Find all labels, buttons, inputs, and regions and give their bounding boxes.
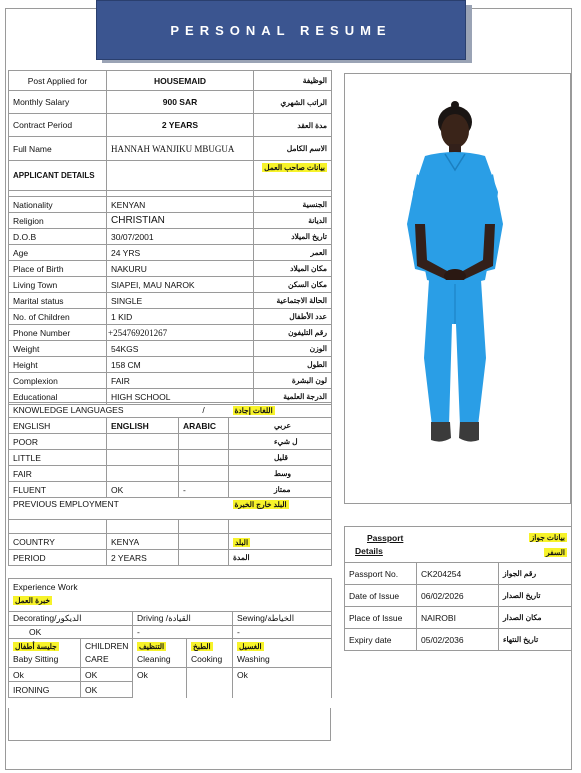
value-issue-place: NAIROBI: [417, 607, 499, 629]
label-birthplace: Place of Birth: [9, 261, 107, 277]
table-row: [345, 585, 572, 607]
passport-heading: Passport: [367, 532, 404, 543]
languages-heading-ar: اللغات إجادة: [234, 406, 273, 415]
lang-english-val: [107, 434, 179, 450]
value-complexion: FAIR: [107, 373, 254, 389]
label-children-ar: عدد الأطفال: [254, 309, 332, 325]
table-row: [9, 639, 332, 668]
lang-arabic-val: [179, 434, 229, 450]
label-passport-no: Passport No.: [345, 563, 417, 585]
value-fullname: HANNAH WANJIKU MBUGUA: [107, 137, 254, 161]
label-complexion-ar: لون البشرة: [254, 373, 332, 389]
value-living-town: SIAPEI, MAU NAROK: [107, 277, 254, 293]
applicant-details-heading-ar: بيانات صاحب العمل: [264, 163, 325, 172]
blank-area: [8, 708, 331, 741]
value-religion: CHRISTIAN: [107, 213, 254, 229]
table-row: [9, 213, 332, 229]
skill-washing: Washing: [237, 654, 270, 664]
label-period-ar: المدة: [229, 550, 332, 566]
label-phone: Phone Number: [9, 325, 107, 341]
previous-employment-heading: PREVIOUS EMPLOYMENT: [9, 498, 229, 520]
value-weight: 54KGS: [107, 341, 254, 357]
skill-washing-ar: الغسيل: [239, 642, 262, 651]
label-nationality-ar: الجنسية: [254, 197, 332, 213]
page-title: PERSONAL RESUME: [170, 22, 392, 38]
label-country-ar: البلد: [235, 537, 249, 547]
table-row: [9, 229, 332, 245]
table-row: [9, 161, 332, 191]
passport-heading-ar-2: السفر: [546, 547, 565, 557]
label-phone-ar: رقم التليفون: [254, 325, 332, 341]
label-living-town: Living Town: [9, 277, 107, 293]
table-row: [9, 612, 332, 626]
value-nationality: KENYAN: [107, 197, 254, 213]
table-row: [9, 482, 332, 498]
lang-arabic-col: ARABIC: [179, 418, 229, 434]
experience-table: [8, 578, 332, 698]
skill-babysitting: Baby Sitting: [13, 654, 59, 664]
table-row: [9, 114, 332, 137]
lang-row-label-ar: عربي: [229, 418, 332, 434]
passport-heading-ar: بيانات جواز: [530, 532, 565, 542]
label-complexion: Complexion: [9, 373, 107, 389]
label-fullname-ar: الاسم الكامل: [254, 137, 332, 161]
label-issue-date-ar: تاريخ الصدار: [499, 585, 572, 607]
label-height: Height: [9, 357, 107, 373]
table-row: [9, 450, 332, 466]
label-height-ar: الطول: [254, 357, 332, 373]
table-row: [9, 682, 332, 698]
languages-slash: /: [179, 403, 229, 418]
label-birthplace-ar: مكان الميلاد: [254, 261, 332, 277]
lang-row-label: LITTLE: [9, 450, 107, 466]
applicant-details-heading: APPLICANT DETAILS: [9, 161, 107, 191]
passport-table: [344, 526, 572, 651]
person-photo-icon: [345, 74, 570, 503]
table-row: [9, 579, 332, 612]
label-salary: Monthly Salary: [9, 91, 107, 114]
skill-cooking-value: [187, 668, 233, 682]
passport-heading-2: Details: [355, 545, 383, 556]
value-expiry: 05/02/2036: [417, 629, 499, 651]
table-row: [9, 626, 332, 639]
label-education-ar: الدرجة العلمية: [254, 389, 332, 405]
lang-english-val: [107, 466, 179, 482]
lang-row-label: FLUENT: [9, 482, 107, 498]
label-salary-ar: الراتب الشهري: [254, 91, 332, 114]
table-row: [9, 245, 332, 261]
table-row: [9, 403, 332, 418]
previous-employment-heading-ar: البلد خارج الخبرة: [234, 500, 287, 509]
lang-arabic-val: [179, 466, 229, 482]
skill-cleaning: Cleaning: [137, 654, 171, 664]
value-contract: 2 YEARS: [107, 114, 254, 137]
skill-babysitting-ar: جليسة أطفال: [15, 642, 57, 651]
value-post: HOUSEMAID: [107, 71, 254, 91]
label-religion-ar: الديانة: [254, 213, 332, 229]
table-row: [345, 527, 572, 563]
table-row: [9, 325, 332, 341]
table-row: [9, 277, 332, 293]
label-post-ar: الوظيفة: [254, 71, 332, 91]
label-fullname: Full Name: [9, 137, 107, 161]
value-dob: 30/07/2001: [107, 229, 254, 245]
table-row: [9, 197, 332, 213]
label-dob-ar: تاريخ الميلاد: [254, 229, 332, 245]
table-row: [9, 137, 332, 161]
skill-decorating-value: OK: [9, 626, 133, 639]
table-row: [9, 261, 332, 277]
label-weight: Weight: [9, 341, 107, 357]
label-period: PERIOD: [9, 550, 107, 566]
label-issue-date: Date of Issue: [345, 585, 417, 607]
lang-arabic-val: [179, 450, 229, 466]
header-banner: [96, 0, 466, 60]
value-height: 158 CM: [107, 357, 254, 373]
skill-ironing-value: OK: [81, 682, 133, 698]
table-row: [9, 534, 332, 550]
skill-cleaning-ar: التنظيف: [139, 642, 165, 651]
label-weight-ar: الوزن: [254, 341, 332, 357]
skill-cleaning-value: Ok: [133, 668, 187, 682]
table-row: [9, 550, 332, 566]
value-salary: 900 SAR: [107, 91, 254, 114]
skill-cooking: Cooking: [191, 654, 223, 664]
table-row: [345, 563, 572, 585]
lang-row-label-ar: ل شيء: [229, 434, 332, 450]
skill-decorating-label: Decorating/الديكور: [9, 612, 133, 626]
languages-table: [8, 402, 332, 566]
value-passport-no: CK204254: [417, 563, 499, 585]
label-post: Post Applied for: [9, 71, 107, 91]
label-expiry: Expiry date: [345, 629, 417, 651]
skill-driving-label: Driving /القيادة: [133, 612, 233, 626]
lang-row-label-ar: ممتاز: [229, 482, 332, 498]
lang-row-label: POOR: [9, 434, 107, 450]
label-education: Educational: [9, 389, 107, 405]
table-row: [9, 498, 332, 520]
table-row: [9, 466, 332, 482]
table-row: [9, 293, 332, 309]
languages-heading: KNOWLEDGE LANGUAGES: [9, 403, 179, 418]
label-religion: Religion: [9, 213, 107, 229]
label-expiry-ar: تاريخ النتهاء: [499, 629, 572, 651]
label-age-ar: العمر: [254, 245, 332, 261]
table-row: [9, 91, 332, 114]
lang-english-val: [107, 450, 179, 466]
table-row: [9, 71, 332, 91]
value-education: HIGH SCHOOL: [107, 389, 254, 405]
value-country: KENYA: [107, 534, 179, 550]
lang-row-label-ar: قليل: [229, 450, 332, 466]
label-living-town-ar: مكان السكن: [254, 277, 332, 293]
value-birthplace: NAKURU: [107, 261, 254, 277]
label-nationality: Nationality: [9, 197, 107, 213]
applicant-table: [8, 70, 332, 405]
skill-driving-value: -: [133, 626, 233, 639]
skill-childcare-value: OK: [81, 668, 133, 682]
lang-row-label: FAIR: [9, 466, 107, 482]
empty-cell: [107, 161, 254, 191]
lang-row-label: ENGLISH: [9, 418, 107, 434]
value-age: 24 YRS: [107, 245, 254, 261]
label-issue-place: Place of Issue: [345, 607, 417, 629]
spacer-row: [9, 520, 332, 534]
label-children: No. of Children: [9, 309, 107, 325]
table-row: [9, 668, 332, 682]
label-contract-ar: مدة العقد: [254, 114, 332, 137]
label-marital-ar: الحالة الاجتماعية: [254, 293, 332, 309]
label-age: Age: [9, 245, 107, 261]
table-row: [9, 418, 332, 434]
lang-row-label-ar: وسط: [229, 466, 332, 482]
value-phone: +254769201267: [107, 325, 254, 341]
lang-english-val: OK: [107, 482, 179, 498]
table-row: [9, 373, 332, 389]
skill-childcare: CHILDREN CARE: [81, 639, 133, 668]
skill-sewing-label: Sewing/الخياطة: [233, 612, 332, 626]
label-contract: Contract Period: [9, 114, 107, 137]
skill-ironing-label: IRONING: [9, 682, 81, 698]
table-row: [9, 357, 332, 373]
lang-arabic-val: -: [179, 482, 229, 498]
skill-sewing-value: -: [233, 626, 332, 639]
label-issue-place-ar: مكان الصدار: [499, 607, 572, 629]
label-passport-no-ar: رقم الجواز: [499, 563, 572, 585]
value-issue-date: 06/02/2026: [417, 585, 499, 607]
label-dob: D.O.B: [9, 229, 107, 245]
table-row: [345, 607, 572, 629]
skill-babysitting-value: Ok: [9, 668, 81, 682]
applicant-photo: [344, 73, 571, 504]
table-row: [9, 309, 332, 325]
skill-cooking-ar: الطبخ: [193, 642, 211, 651]
label-country: COUNTRY: [9, 534, 107, 550]
value-marital: SINGLE: [107, 293, 254, 309]
label-marital: Marital status: [9, 293, 107, 309]
table-row: [9, 434, 332, 450]
table-row: [9, 341, 332, 357]
experience-heading: Experience Work: [13, 582, 78, 592]
lang-english-col: ENGLISH: [107, 418, 179, 434]
value-children: 1 KID: [107, 309, 254, 325]
value-period: 2 YEARS: [107, 550, 179, 566]
skill-washing-value: Ok: [233, 668, 332, 682]
experience-heading-ar: خبرة العمل: [15, 596, 51, 605]
table-row: [345, 629, 572, 651]
